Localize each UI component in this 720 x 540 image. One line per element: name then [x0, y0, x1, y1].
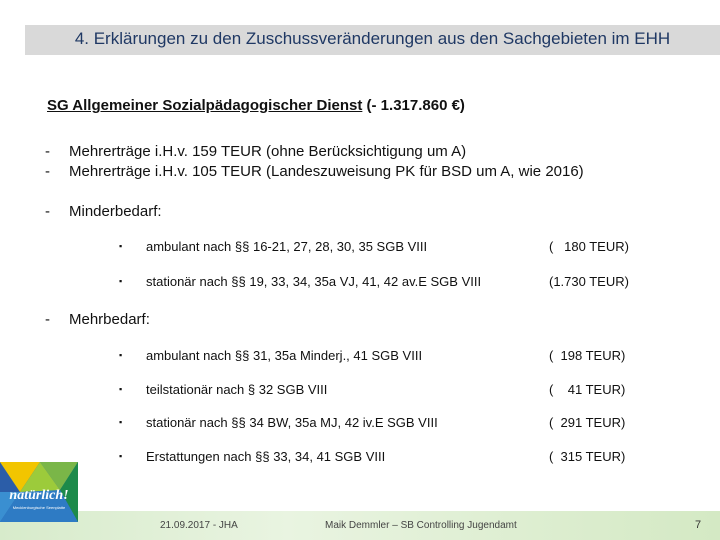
section-heading	[47, 97, 465, 114]
bullet: ▪	[119, 241, 123, 251]
dash-marker: -	[45, 143, 50, 160]
page-number: 7	[695, 519, 702, 531]
mehrbedarf-item-text: stationär nach §§ 34 BW, 35a MJ, 42 iv.E SGB VIII	[146, 415, 438, 430]
section-amount: (- 1.317.860 €)	[362, 97, 465, 114]
dash-marker: -	[45, 203, 50, 220]
section-name: SG Allgemeiner Sozialpädagogischer Dienst	[47, 97, 363, 114]
brand-logo	[0, 462, 78, 522]
minderbedarf-label: Minderbedarf:	[69, 203, 162, 220]
minderbedarf-item-text: stationär nach §§ 19, 33, 34, 35a VJ, 41, 42 av.E SGB VIII	[146, 274, 482, 289]
bullet: ▪	[119, 350, 123, 360]
mehrertraege-line-1: Mehrerträge i.H.v. 159 TEUR (ohne Berücksichtigung um A)	[69, 143, 467, 160]
mehrbedarf-item-text: teilstationär nach § 32 SGB VIII	[146, 382, 328, 397]
minderbedarf-item-amount: ( 180 TEUR)	[549, 239, 629, 254]
minderbedarf-item-amount: (1.730 TEUR)	[549, 274, 629, 289]
minderbedarf-item-text: ambulant nach §§ 16-21, 27, 28, 30, 35 SGB VIII	[146, 239, 428, 254]
mehrbedarf-item-amount: ( 315 TEUR)	[549, 449, 626, 464]
footer-date: 21.09.2017 - JHA	[160, 520, 238, 531]
mehrbedarf-item-text: ambulant nach §§ 31, 35a Minderj., 41 SGB VIII	[146, 348, 423, 363]
bullet: ▪	[119, 417, 123, 427]
bullet: ▪	[119, 451, 123, 461]
mehrbedarf-item-amount: ( 41 TEUR)	[549, 382, 626, 397]
mehrbedarf-label: Mehrbedarf:	[69, 311, 150, 328]
bullet: ▪	[119, 384, 123, 394]
bullet: ▪	[119, 276, 123, 286]
svg-text:natürlich!: natürlich!	[9, 488, 69, 503]
mehrbedarf-item-text: Erstattungen nach §§ 33, 34, 41 SGB VIII	[146, 449, 386, 464]
mehrbedarf-item-amount: ( 198 TEUR)	[549, 348, 626, 363]
dash-marker: -	[45, 163, 50, 180]
svg-text:Mecklenburgische Seenplatte: Mecklenburgische Seenplatte	[12, 505, 66, 510]
footer-presenter: Maik Demmler – SB Controlling Jugendamt	[325, 520, 517, 531]
mehrbedarf-item-amount: ( 291 TEUR)	[549, 415, 626, 430]
mehrertraege-line-2: Mehrerträge i.H.v. 105 TEUR (Landeszuweisung PK für BSD um A, wie 2016)	[69, 163, 584, 180]
slide-title: 4. Erklärungen zu den Zuschussveränderungen aus den Sachgebieten im EHH	[74, 29, 671, 48]
dash-marker: -	[45, 311, 50, 328]
